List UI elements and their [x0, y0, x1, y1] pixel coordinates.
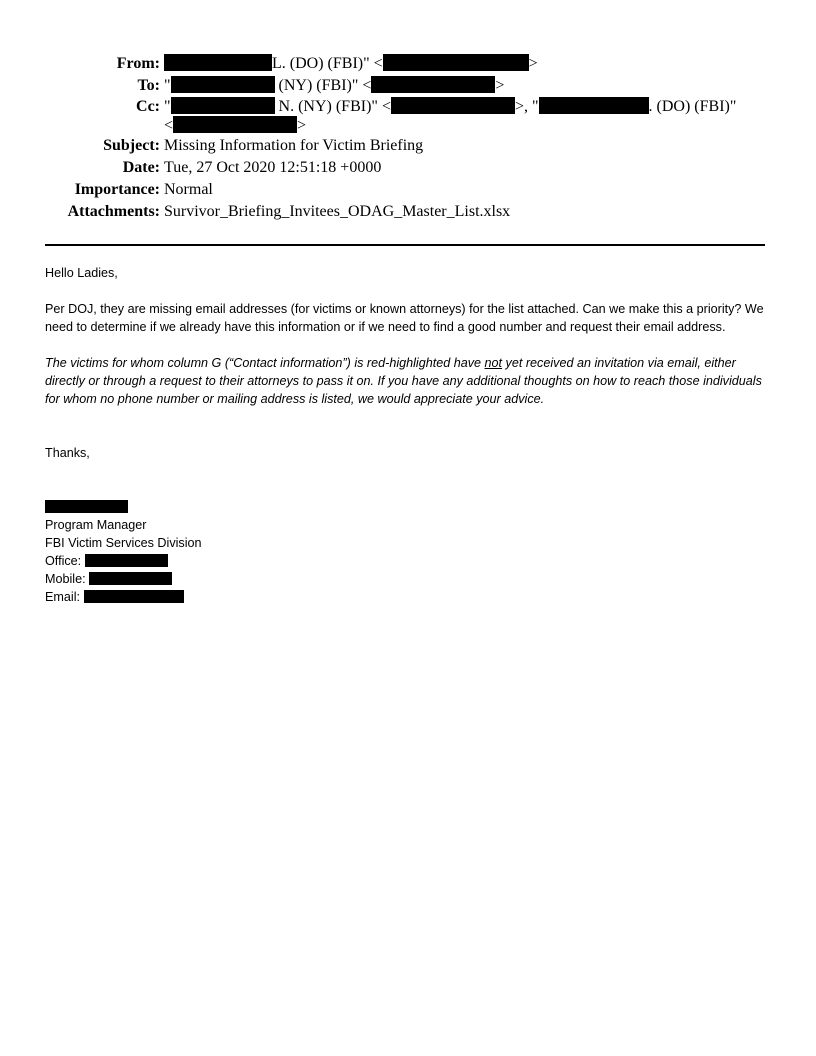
from-row	[40, 53, 760, 75]
date-value: Tue, 27 Oct 2020 12:51:18 +0000	[164, 159, 382, 176]
header-divider	[45, 244, 765, 246]
signature-email: Email:	[45, 588, 775, 606]
date-row	[40, 157, 760, 179]
cc-row	[40, 97, 760, 135]
redaction-box	[45, 500, 128, 513]
subject-label: Subject:	[103, 137, 160, 154]
redaction-box	[173, 116, 297, 133]
importance-label: Importance:	[74, 181, 160, 198]
attachments-label: Attachments:	[67, 203, 160, 220]
from-label: From:	[116, 55, 160, 72]
redaction-box	[171, 76, 275, 93]
redaction-box	[84, 590, 184, 603]
signature-title: Program Manager	[45, 518, 147, 532]
signature-block	[45, 498, 775, 606]
to-row	[40, 75, 760, 97]
closing: Thanks,	[45, 446, 90, 460]
email-body	[45, 264, 775, 606]
redaction-box	[371, 76, 495, 93]
importance-value: Normal	[164, 181, 213, 198]
subject-row	[40, 135, 760, 157]
redaction-box	[85, 554, 168, 567]
importance-row	[40, 179, 760, 201]
greeting: Hello Ladies,	[45, 266, 118, 280]
redaction-box	[539, 97, 649, 114]
attachment-filename[interactable]: Survivor_Briefing_Invitees_ODAG_Master_List.xlsx	[164, 203, 511, 220]
redaction-box	[171, 97, 275, 114]
subject-value: Missing Information for Victim Briefing	[164, 137, 424, 154]
redaction-box	[89, 572, 172, 585]
signature-office: Office:	[45, 552, 775, 570]
to-value: " (NY) (FBI)" < >	[164, 77, 505, 94]
from-value: L. (DO) (FBI)" < >	[164, 53, 760, 75]
paragraph-2: The victims for whom column G (“Contact information”) is red-highlighted have not yet received an invitation via email, either directly or through a request to their attorneys to pass it on. If you have any additional thoughts on how to reach those individuals for whom no phone number or mailing address is listed, we would appreciate your advice.	[45, 356, 762, 406]
attachments-row	[40, 201, 760, 223]
email-header	[40, 53, 760, 223]
cc-label: Cc:	[136, 98, 160, 115]
signature-division: FBI Victim Services Division	[45, 536, 202, 550]
cc-value: " N. (NY) (FBI)" < >, " . (DO) (FBI)" < >	[164, 98, 737, 134]
redaction-box	[383, 54, 529, 71]
signature-name	[45, 498, 775, 516]
redaction-box	[391, 97, 515, 114]
date-label: Date:	[122, 159, 160, 176]
signature-mobile: Mobile:	[45, 570, 775, 588]
redaction-box	[164, 54, 272, 71]
to-label: To:	[137, 77, 160, 94]
paragraph-1: Per DOJ, they are missing email addresses (for victims or known attorneys) for the list attached. Can we make this a priority? We need to determine if we already have this information or if we need to find a good number and request their email address.	[45, 302, 764, 334]
emphasis-not: not	[484, 356, 503, 370]
